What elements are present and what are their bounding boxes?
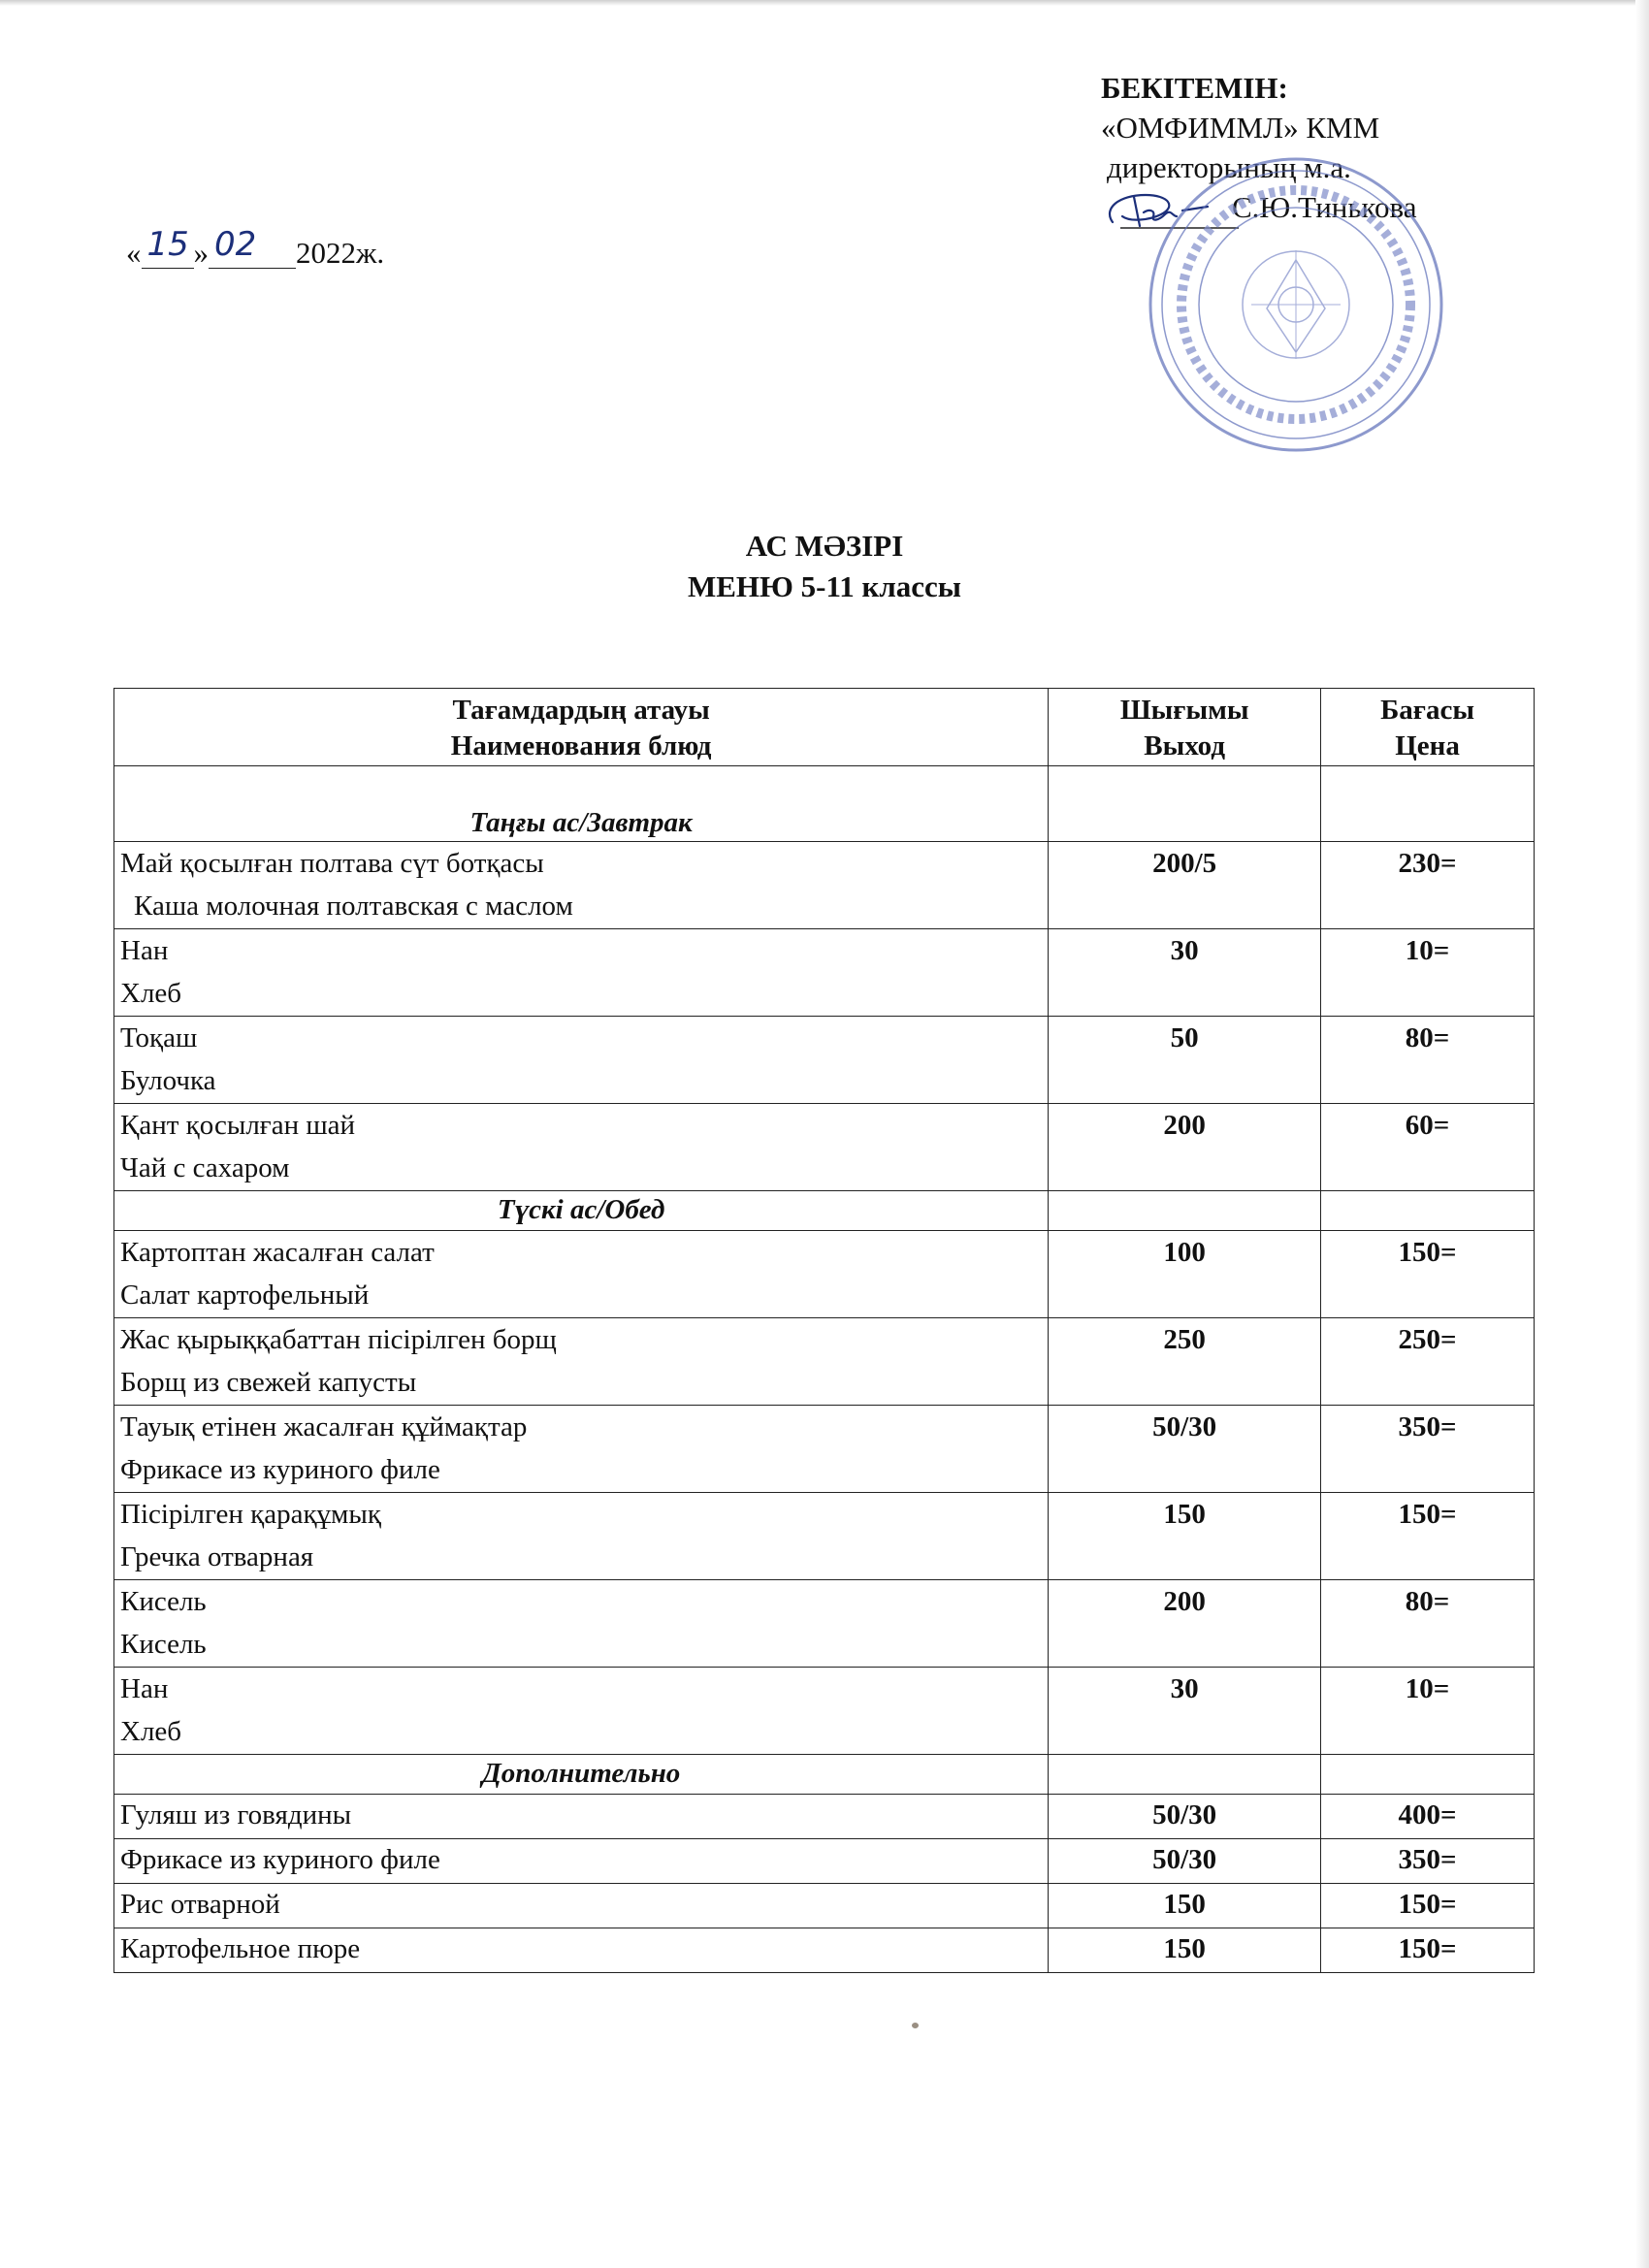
- dish-price: 150=: [1321, 1493, 1535, 1580]
- dish-yield: 150: [1049, 1928, 1321, 1973]
- menu-table: [113, 688, 1535, 1973]
- table-row: [114, 1406, 1535, 1493]
- section-row-breakfast: [114, 766, 1535, 842]
- header-price-kz: Бағасы: [1380, 695, 1474, 726]
- dish-name-ru: Борщ из свежей капусты: [120, 1367, 417, 1398]
- dish-name-cell: [114, 1318, 1049, 1406]
- dish-price: 230=: [1321, 842, 1535, 929]
- date-day: 15: [146, 225, 189, 264]
- dish-price: 350=: [1321, 1406, 1535, 1493]
- date-year: 2022ж.: [296, 236, 385, 270]
- dish-price: 400=: [1321, 1795, 1535, 1839]
- signer-name: С.Ю.Тинькова: [1232, 190, 1417, 224]
- dish-name-kz: Тоқаш: [120, 1022, 198, 1053]
- section-row-extra: [114, 1755, 1535, 1795]
- scan-speck: [912, 2023, 919, 2028]
- table-row: [114, 1795, 1535, 1839]
- dish-yield: 200/5: [1049, 842, 1321, 929]
- dish-name-ru: Гречка отварная: [120, 1541, 314, 1572]
- date-day-field: [142, 225, 194, 269]
- dish-name-cell: [114, 1668, 1049, 1755]
- table-row: [114, 1668, 1535, 1755]
- table-row: [114, 929, 1535, 1017]
- dish-name-ru: Кисель: [120, 1629, 207, 1660]
- scan-edge-top: [0, 0, 1649, 6]
- dish-name-ru: Хлеб: [120, 978, 182, 1009]
- dish-name-cell: [114, 1493, 1049, 1580]
- dish-name-cell: [114, 1104, 1049, 1191]
- table-row: [114, 1839, 1535, 1884]
- dish-name-kz: Нан: [120, 1673, 169, 1704]
- dish-price: 80=: [1321, 1017, 1535, 1104]
- dish-name-kz: Картоптан жасалған салат: [120, 1237, 435, 1268]
- dish-price: 250=: [1321, 1318, 1535, 1406]
- table-row: [114, 1017, 1535, 1104]
- header-name: [114, 689, 1049, 766]
- approval-org: «ОМФИММЛ» КММ: [1101, 111, 1380, 145]
- dish-yield: 30: [1049, 929, 1321, 1017]
- header-yield: [1049, 689, 1321, 766]
- scan-edge-right: [1635, 0, 1649, 2268]
- dish-name-kz: Тауық етінен жасалған құймақтар: [120, 1411, 528, 1442]
- table-row: [114, 1580, 1535, 1668]
- section-row-lunch: [114, 1191, 1535, 1231]
- date-month-field: [209, 225, 296, 269]
- dish-yield: 150: [1049, 1493, 1321, 1580]
- dish-name-cell: [114, 1580, 1049, 1668]
- dish-name-ru: Чай с сахаром: [120, 1152, 290, 1183]
- dish-yield: 100: [1049, 1231, 1321, 1318]
- dish-price: 150=: [1321, 1928, 1535, 1973]
- dish-name-cell: [114, 1406, 1049, 1493]
- dish-price: 350=: [1321, 1839, 1535, 1884]
- dish-name-kz: Кисель: [120, 1586, 207, 1617]
- header-yield-ru: Выход: [1144, 730, 1226, 761]
- header-yield-kz: Шығымы: [1119, 695, 1249, 726]
- dish-yield: 50/30: [1049, 1839, 1321, 1884]
- dish-yield: 250: [1049, 1318, 1321, 1406]
- table-row: [114, 842, 1535, 929]
- table-row: [114, 1318, 1535, 1406]
- dish-name: Фрикасе из куриного филе: [114, 1839, 1049, 1884]
- table-header-row: [114, 689, 1535, 766]
- approval-title: БЕКІТЕМІН:: [1101, 71, 1288, 105]
- table-row: [114, 1104, 1535, 1191]
- dish-yield: 50: [1049, 1017, 1321, 1104]
- dish-name-kz: Жас қырыққабаттан пісірілген борщ: [120, 1324, 557, 1355]
- dish-price: 10=: [1321, 929, 1535, 1017]
- dish-yield: 200: [1049, 1580, 1321, 1668]
- section-label-lunch: Түскі ас/Обед: [114, 1191, 1049, 1231]
- dish-price: 150=: [1321, 1231, 1535, 1318]
- dish-name-cell: [114, 929, 1049, 1017]
- table-row: [114, 1928, 1535, 1973]
- table-row: [114, 1493, 1535, 1580]
- header-price-ru: Цена: [1395, 730, 1460, 761]
- doc-title-ru: МЕНЮ 5-11 классы: [687, 569, 962, 603]
- date-month: 02: [214, 225, 257, 264]
- doc-title-kz: АС МӘЗІРІ: [745, 529, 904, 563]
- dish-name-ru: Салат картофельный: [120, 1280, 370, 1311]
- header-price: [1321, 689, 1535, 766]
- dish-name: Рис отварной: [114, 1884, 1049, 1928]
- date-open-quote: «: [126, 236, 142, 270]
- date-close-quote: »: [193, 236, 209, 270]
- dish-price: 10=: [1321, 1668, 1535, 1755]
- dish-name-kz: Пісірілген қарақұмық: [120, 1499, 381, 1530]
- dish-name-ru: Каша молочная полтавская с маслом: [134, 891, 573, 922]
- dish-name-cell: [114, 1231, 1049, 1318]
- dish-name-kz: Қант қосылған шай: [120, 1110, 356, 1141]
- official-stamp-icon: [1145, 153, 1447, 456]
- dish-yield: 200: [1049, 1104, 1321, 1191]
- dish-yield: 50/30: [1049, 1406, 1321, 1493]
- dish-price: 80=: [1321, 1580, 1535, 1668]
- dish-price: 150=: [1321, 1884, 1535, 1928]
- section-label-extra: Дополнительно: [114, 1755, 1049, 1795]
- dish-name: Гуляш из говядины: [114, 1795, 1049, 1839]
- approval-position: директорының м.а.: [1107, 150, 1351, 184]
- dish-yield: 50/30: [1049, 1795, 1321, 1839]
- dish-name-kz: Май қосылған полтава сүт ботқасы: [120, 848, 544, 879]
- dish-name-cell: [114, 842, 1049, 929]
- dish-price: 60=: [1321, 1104, 1535, 1191]
- date-line: [126, 225, 385, 271]
- section-label-breakfast: Таңғы ас/Завтрак: [114, 766, 1049, 842]
- header-name-kz: Тағамдардың атауы: [452, 695, 710, 726]
- header-name-ru: Наименования блюд: [450, 730, 712, 761]
- dish-name-ru: Хлеб: [120, 1716, 182, 1747]
- dish-yield: 150: [1049, 1884, 1321, 1928]
- dish-name-cell: [114, 1017, 1049, 1104]
- table-row: [114, 1884, 1535, 1928]
- dish-name-kz: Нан: [120, 935, 169, 966]
- dish-yield: 30: [1049, 1668, 1321, 1755]
- dish-name-ru: Булочка: [120, 1065, 216, 1096]
- dish-name: Картофельное пюре: [114, 1928, 1049, 1973]
- dish-name-ru: Фрикасе из куриного филе: [120, 1454, 440, 1485]
- table-row: [114, 1231, 1535, 1318]
